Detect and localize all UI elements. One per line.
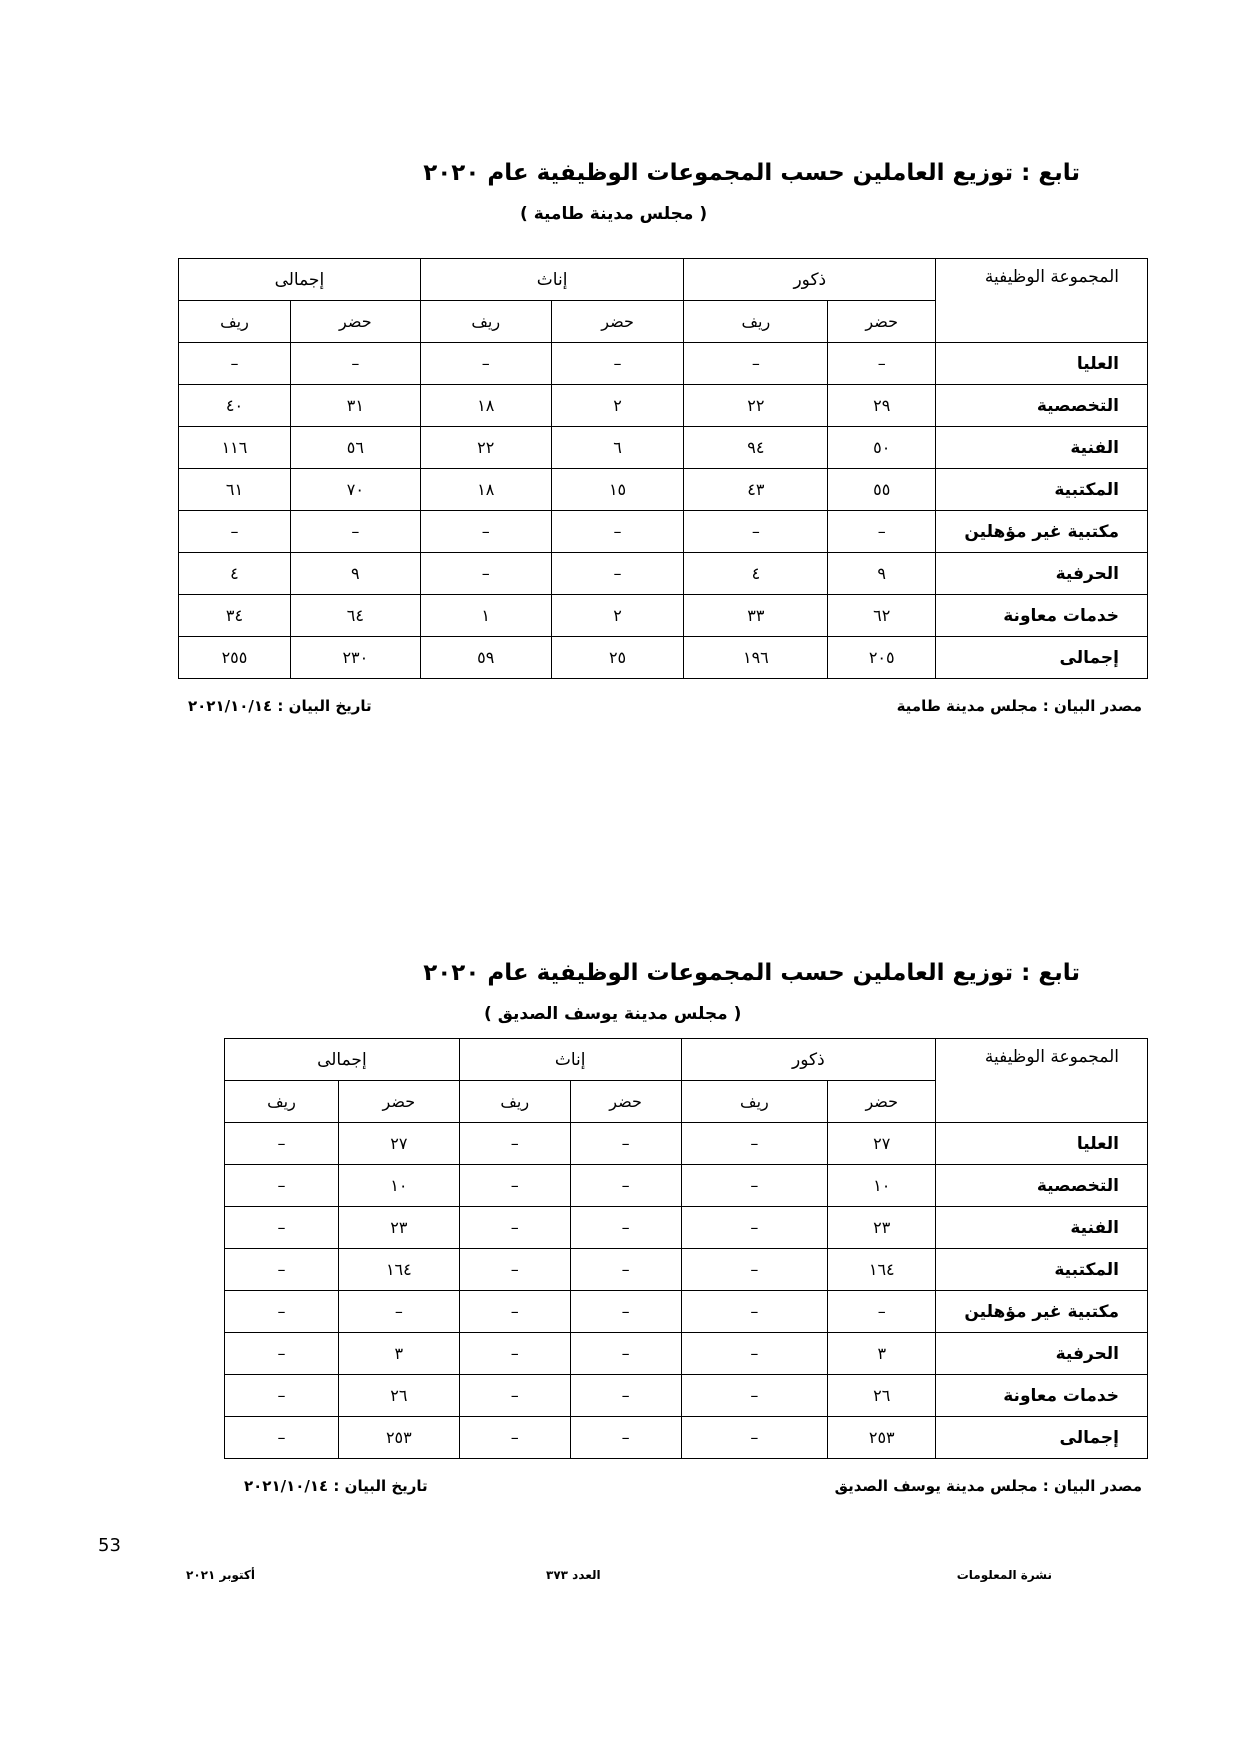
table-cell: ١٦٤	[338, 1249, 459, 1291]
table-cell: ٢٦	[338, 1375, 459, 1417]
table-cell: –	[420, 553, 551, 595]
table-cell: –	[570, 1165, 681, 1207]
table-cell: –	[459, 1375, 570, 1417]
table-row	[179, 511, 1148, 553]
table-cell: ٥٠	[828, 427, 936, 469]
row-label: العليا	[936, 1123, 1148, 1165]
table-cell: –	[420, 511, 551, 553]
table-cell: ٢٥٣	[338, 1417, 459, 1459]
table-row	[179, 595, 1148, 637]
table-cell: ٢٧	[338, 1123, 459, 1165]
table-row	[179, 637, 1148, 679]
table-cell: ٦١	[179, 469, 291, 511]
group-header-total: إجمالى	[225, 1039, 460, 1081]
table-cell: ٦٤	[290, 595, 420, 637]
subheader-rural: ريف	[459, 1081, 570, 1123]
table-cell: ٢٣	[828, 1207, 936, 1249]
group-header-males: ذكور	[681, 1039, 936, 1081]
table-cell: ٢٣	[338, 1207, 459, 1249]
table-cell: ١٠	[338, 1165, 459, 1207]
row-label: مكتبية غير مؤهلين	[936, 511, 1148, 553]
subheader-urban: حضر	[290, 301, 420, 343]
table-cell: –	[681, 1375, 828, 1417]
table-cell: –	[551, 553, 684, 595]
table-row	[225, 1291, 1148, 1333]
table-cell: ٤	[684, 553, 828, 595]
table-row	[179, 469, 1148, 511]
table-cell: –	[828, 1291, 936, 1333]
table-cell: ٦٢	[828, 595, 936, 637]
table-cell: –	[290, 511, 420, 553]
table-cell: –	[179, 343, 291, 385]
table-cell: –	[459, 1123, 570, 1165]
group-header-males: ذكور	[684, 259, 936, 301]
footer-publication: نشرة المعلومات	[956, 1568, 1052, 1582]
group-header-females: إناث	[459, 1039, 681, 1081]
table2-source: مصدر البيان : مجلس مدينة يوسف الصديق	[834, 1477, 1142, 1495]
table-cell: –	[225, 1123, 339, 1165]
subheader-rural: ريف	[420, 301, 551, 343]
table-cell: ٢	[551, 595, 684, 637]
table-cell: ٩٤	[684, 427, 828, 469]
table-cell: –	[225, 1165, 339, 1207]
table-cell: –	[681, 1249, 828, 1291]
table-cell: –	[459, 1417, 570, 1459]
table-cell: –	[684, 343, 828, 385]
row-label: مكتبية غير مؤهلين	[936, 1291, 1148, 1333]
table-cell: ٩	[290, 553, 420, 595]
table-cell: –	[681, 1123, 828, 1165]
table-cell: ٥٦	[290, 427, 420, 469]
table-cell: –	[684, 511, 828, 553]
table2	[224, 1038, 1148, 1459]
table-cell: –	[459, 1291, 570, 1333]
table-cell: –	[459, 1165, 570, 1207]
table-cell: –	[179, 511, 291, 553]
table-cell: –	[459, 1333, 570, 1375]
table-cell: ٢٣٠	[290, 637, 420, 679]
table-cell: –	[338, 1291, 459, 1333]
table1	[178, 258, 1148, 679]
table-cell: ٢٩	[828, 385, 936, 427]
table-cell: ٣٤	[179, 595, 291, 637]
table-cell: ١٨	[420, 469, 551, 511]
group-header-females: إناث	[420, 259, 684, 301]
table-cell: –	[551, 511, 684, 553]
subheader-urban: حضر	[338, 1081, 459, 1123]
table-cell: ١٥	[551, 469, 684, 511]
table-cell: ٢٢	[684, 385, 828, 427]
table-cell: –	[225, 1249, 339, 1291]
table-cell: –	[681, 1207, 828, 1249]
table-cell: –	[225, 1207, 339, 1249]
table-cell: –	[681, 1333, 828, 1375]
subheader-rural: ريف	[179, 301, 291, 343]
table-cell: ٣١	[290, 385, 420, 427]
table-cell: –	[459, 1207, 570, 1249]
table-cell: –	[570, 1291, 681, 1333]
table-cell: ٢٥٥	[179, 637, 291, 679]
table-cell: ١٩٦	[684, 637, 828, 679]
table-cell: –	[570, 1123, 681, 1165]
table-cell: ١٨	[420, 385, 551, 427]
table-cell: ٥٥	[828, 469, 936, 511]
table-cell: ٤	[179, 553, 291, 595]
subheader-rural: ريف	[681, 1081, 828, 1123]
row-label: خدمات معاونة	[936, 1375, 1148, 1417]
table-cell: ٢٥٣	[828, 1417, 936, 1459]
table-cell: ٧٠	[290, 469, 420, 511]
table1-source: مصدر البيان : مجلس مدينة طامية	[896, 697, 1142, 715]
table-cell: –	[225, 1333, 339, 1375]
row-label: التخصصية	[936, 1165, 1148, 1207]
subheader-urban: حضر	[828, 1081, 936, 1123]
table-cell: ١٦٤	[828, 1249, 936, 1291]
table-cell: ٢٥	[551, 637, 684, 679]
row-label: العليا	[936, 343, 1148, 385]
table-row	[179, 553, 1148, 595]
table1-title: تابع : توزيع العاملين حسب المجموعات الوظيفية عام ٢٠٢٠	[423, 160, 1080, 186]
table-cell: –	[681, 1165, 828, 1207]
group-header-total: إجمالى	[179, 259, 421, 301]
table-cell: ١١٦	[179, 427, 291, 469]
row-label: إجمالى	[936, 1417, 1148, 1459]
row-label: الفنية	[936, 1207, 1148, 1249]
table-cell: –	[570, 1249, 681, 1291]
subheader-urban: حضر	[551, 301, 684, 343]
table-cell: ٢٢	[420, 427, 551, 469]
table-cell: –	[570, 1333, 681, 1375]
corner-header: المجموعة الوظيفية	[936, 1039, 1148, 1123]
table-cell: ١٠	[828, 1165, 936, 1207]
table-row	[225, 1333, 1148, 1375]
table-row	[225, 1123, 1148, 1165]
row-label: الحرفية	[936, 553, 1148, 595]
table-cell: ٢٧	[828, 1123, 936, 1165]
table-cell: ٦	[551, 427, 684, 469]
table-cell: –	[290, 343, 420, 385]
table-cell: –	[828, 511, 936, 553]
row-label: الفنية	[936, 427, 1148, 469]
table-cell: –	[459, 1249, 570, 1291]
row-label: إجمالى	[936, 637, 1148, 679]
footer-issue: العدد ٣٧٣	[546, 1568, 601, 1582]
table-cell: ٤٣	[684, 469, 828, 511]
table-cell: –	[681, 1291, 828, 1333]
table-cell: ٢٦	[828, 1375, 936, 1417]
table2-title: تابع : توزيع العاملين حسب المجموعات الوظيفية عام ٢٠٢٠	[423, 960, 1080, 986]
table-cell: –	[420, 343, 551, 385]
table2-subtitle: ( مجلس مدينة يوسف الصديق )	[484, 1004, 742, 1024]
row-label: التخصصية	[936, 385, 1148, 427]
table2-date: تاريخ البيان : ٢٠٢١/١٠/١٤	[244, 1477, 428, 1495]
table-cell: –	[681, 1417, 828, 1459]
table-row	[225, 1375, 1148, 1417]
table-cell: –	[570, 1207, 681, 1249]
subheader-urban: حضر	[828, 301, 936, 343]
table-cell: –	[225, 1291, 339, 1333]
table-cell: ٢	[551, 385, 684, 427]
table-row	[225, 1165, 1148, 1207]
table-cell: –	[225, 1417, 339, 1459]
corner-header: المجموعة الوظيفية	[936, 259, 1148, 343]
table-cell: ٣٣	[684, 595, 828, 637]
table-cell: ٣	[338, 1333, 459, 1375]
page-number: 53	[98, 1535, 121, 1556]
subheader-rural: ريف	[225, 1081, 339, 1123]
row-label: خدمات معاونة	[936, 595, 1148, 637]
row-label: المكتبية	[936, 1249, 1148, 1291]
table-row	[225, 1417, 1148, 1459]
subheader-rural: ريف	[684, 301, 828, 343]
table-cell: –	[551, 343, 684, 385]
table1-subtitle: ( مجلس مدينة طامية )	[520, 204, 708, 224]
table-cell: –	[570, 1375, 681, 1417]
table-cell: ٢٠٥	[828, 637, 936, 679]
row-label: المكتبية	[936, 469, 1148, 511]
table-cell: ٤٠	[179, 385, 291, 427]
table-cell: ٩	[828, 553, 936, 595]
table-row	[179, 343, 1148, 385]
table-row	[225, 1249, 1148, 1291]
table-row	[225, 1207, 1148, 1249]
table-cell: –	[225, 1375, 339, 1417]
table1-date: تاريخ البيان : ٢٠٢١/١٠/١٤	[188, 697, 372, 715]
row-label: الحرفية	[936, 1333, 1148, 1375]
table-cell: ١	[420, 595, 551, 637]
footer-date: أكتوبر ٢٠٢١	[186, 1568, 255, 1582]
table-cell: ٣	[828, 1333, 936, 1375]
table-row	[179, 385, 1148, 427]
table-cell: ٥٩	[420, 637, 551, 679]
table-cell: –	[828, 343, 936, 385]
subheader-urban: حضر	[570, 1081, 681, 1123]
table-row	[179, 427, 1148, 469]
table-cell: –	[570, 1417, 681, 1459]
